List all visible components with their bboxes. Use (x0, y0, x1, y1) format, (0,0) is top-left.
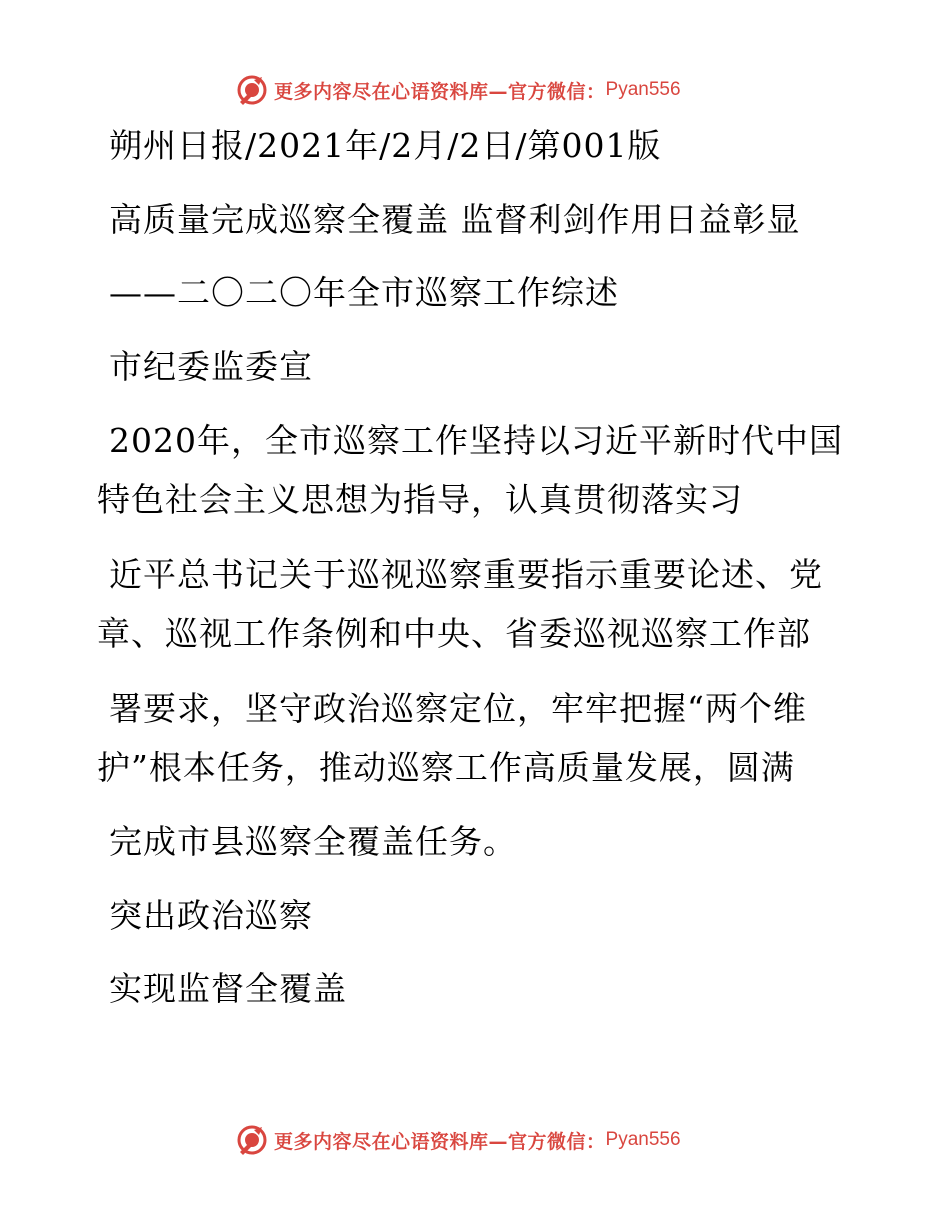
header-banner (236, 72, 681, 108)
banner-text: 更多内容尽在心语资料库—官方微信： (274, 1130, 606, 1153)
author-line: 市纪委监委宣 (109, 347, 313, 386)
body-line: 章、巡视工作条例和中央、省委巡视巡察工作部 (97, 614, 811, 653)
section-heading: 实现监督全覆盖 (109, 969, 347, 1008)
banner-text: 更多内容尽在心语资料库—官方微信： (274, 80, 606, 103)
body-line: 护”根本任务，推动巡察工作高质量发展，圆满 (97, 748, 795, 787)
red-seal-pen-icon (236, 74, 268, 106)
body-line: 2020年，全市巡察工作坚持以习近平新时代中国 (109, 421, 843, 460)
body-line: 近平总书记关于巡视巡察重要指示重要论述、党 (109, 555, 823, 594)
publication-line: 朔州日报/2021年/2月/2日/第001版 (109, 126, 662, 165)
body-line: 完成市县巡察全覆盖任务。 (109, 822, 517, 861)
headline: 高质量完成巡察全覆盖 监督利剑作用日益彰显 (109, 200, 801, 239)
red-seal-pen-icon (236, 1124, 268, 1156)
banner-wechat-id: Pyan556 (605, 1129, 681, 1150)
body-line: 特色社会主义思想为指导，认真贯彻落实习 (97, 480, 743, 519)
subheadline: ——二〇二〇年全市巡察工作综述 (109, 273, 619, 312)
body-line: 署要求，坚守政治巡察定位，牢牢把握“两个维 (109, 689, 807, 728)
footer-banner (236, 1122, 681, 1158)
banner-wechat-id: Pyan556 (605, 79, 681, 100)
section-heading: 突出政治巡察 (109, 896, 313, 935)
